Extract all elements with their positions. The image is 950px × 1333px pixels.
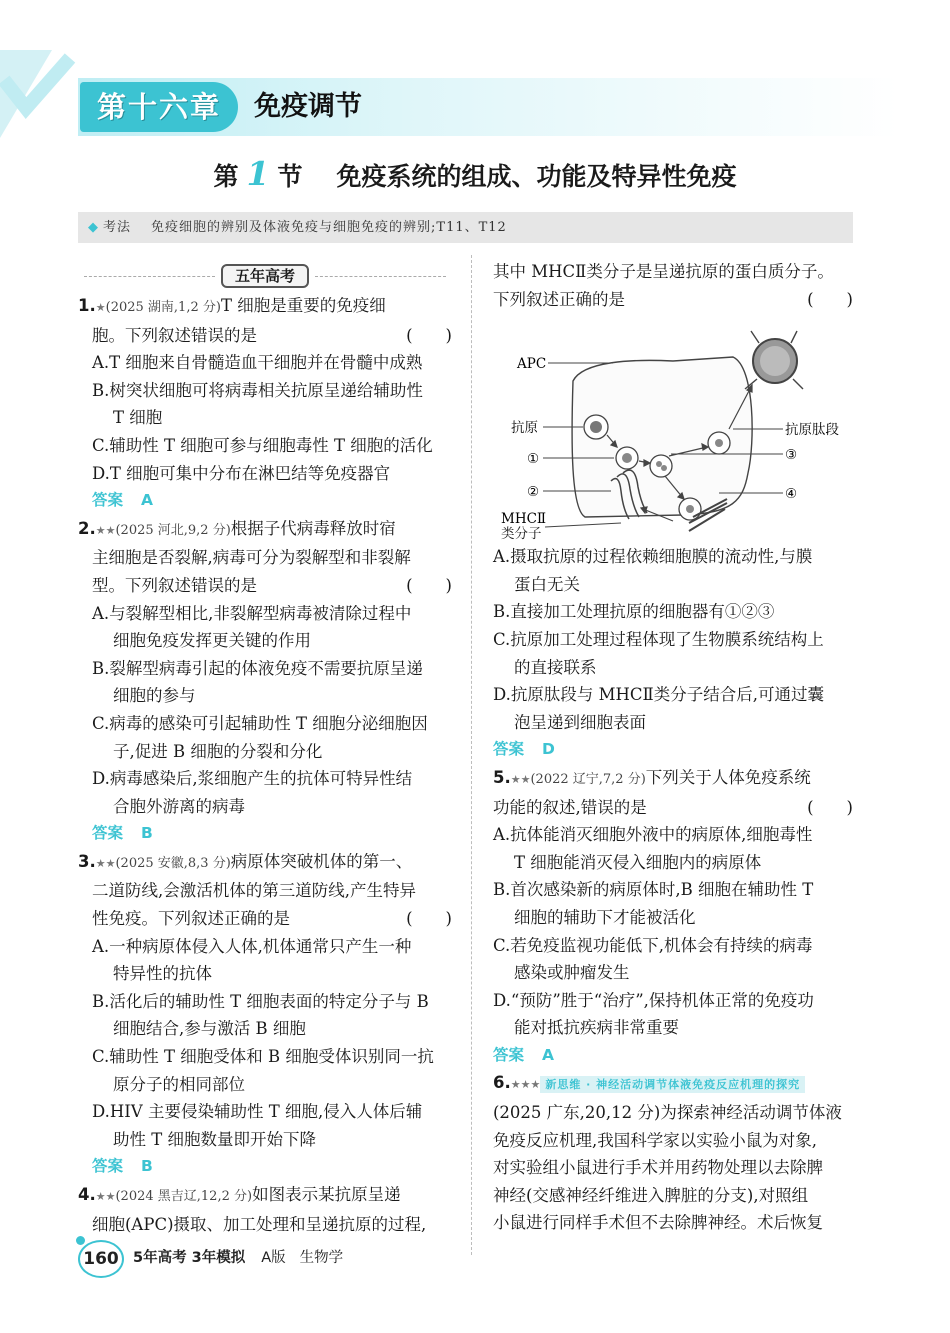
answer	[493, 1042, 853, 1070]
answer-bracket: ( )	[807, 289, 853, 309]
option-a: A.与裂解型相比,非裂解型病毒被清除过程中	[92, 603, 412, 623]
stem-line: 胞。下列叙述错误的是	[92, 325, 257, 345]
option-d-cont: 泡呈递到细胞表面	[514, 712, 646, 732]
difficulty-stars: ★	[95, 301, 106, 314]
kaofa-label: 考法	[103, 220, 132, 235]
label-2: ②	[527, 484, 540, 501]
stem-line: 其中 MHCⅡ类分子是呈递抗原的蛋白质分子。	[493, 262, 834, 281]
five-year-label: 五年高考	[221, 264, 309, 288]
option-a-cont: T 细胞能消灭侵入细胞内的病原体	[514, 852, 762, 872]
option-d: D.抗原肽段与 MHCⅡ类分子结合后,可通过囊	[493, 685, 824, 705]
answer-value: A	[141, 491, 154, 510]
option-a-cont: 蛋白无关	[514, 574, 580, 594]
option-c-cont: 的直接联系	[514, 657, 597, 677]
question-number: 3.	[78, 851, 96, 871]
new-thinking-tag: 新思维 · 神经活动调节体液免疫反应机理的探究	[540, 1076, 805, 1093]
option-c: C.辅助性 T 细胞可参与细胞毒性 T 细胞的活化	[92, 435, 433, 455]
option-d: D.“预防”胜于“治疗”,保持机体正常的免疫功	[493, 990, 814, 1010]
answer-bracket: ( )	[406, 325, 452, 345]
label-apc: APC	[517, 356, 547, 373]
stem-line: 型。下列叙述错误的是	[92, 575, 257, 595]
stem-line: 功能的叙述,错误的是	[493, 797, 647, 817]
question-source: (2025 河北,9,2 分)	[115, 522, 231, 538]
antigen-icon	[590, 421, 602, 433]
label-mhc-class: 类分子	[501, 526, 542, 543]
stem-line: 下列叙述正确的是	[493, 289, 625, 309]
option-c: C.辅助性 T 细胞受体和 B 细胞受体识别同一抗	[92, 1047, 434, 1067]
stem-line: 性免疫。下列叙述正确的是	[92, 909, 290, 929]
option-c-cont: 子,促进 B 细胞的分裂和分化	[113, 741, 323, 761]
question-6	[493, 1069, 853, 1237]
stem-line: 免疫反应机理,我国科学家以实验小鼠为对象,	[493, 1130, 817, 1150]
label-peptide: 抗原肽段	[785, 422, 839, 439]
stem-line: 二道防线,会激活机体的第三道防线,产生特异	[92, 881, 416, 901]
option-d-cont: 助性 T 细胞数量即开始下降	[113, 1129, 316, 1149]
stem-line: 神经(交感神经纤维进入脾脏的分支),对照组	[493, 1185, 809, 1205]
book-footer	[133, 1245, 357, 1271]
apc-diagram	[493, 323, 853, 533]
label-4: ④	[785, 486, 798, 503]
option-a: A.抗体能消灭细胞外液中的病原体,细胞毒性	[493, 825, 813, 845]
question-source: (2025 安徽,8,3 分)	[115, 855, 231, 871]
answer-label: 答案	[493, 740, 525, 759]
option-d: D.病毒感染后,浆细胞产生的抗体可特异性结	[92, 769, 413, 789]
stem-line: 细胞(APC)摄取、加工处理和呈递抗原的过程,	[92, 1214, 427, 1234]
stem-line: (2025 广东,20,12 分)为探索神经活动调节体液	[493, 1103, 842, 1123]
kaofa-text: 免疫细胞的辨别及体液免疫与细胞免疫的辨别;T11、T12	[151, 220, 507, 235]
answer	[493, 736, 853, 764]
answer	[78, 1153, 452, 1181]
stem-line: 主细胞是否裂解,病毒可分为裂解型和非裂解	[92, 548, 411, 568]
option-a-cont: 特异性的抗体	[113, 964, 212, 984]
label-3: ③	[785, 447, 798, 464]
option-d-cont: 能对抵抗疾病非常重要	[514, 1018, 679, 1038]
difficulty-stars: ★★	[95, 856, 116, 870]
question-5	[493, 764, 853, 1070]
bullet-icon: ◆	[88, 220, 99, 235]
option-c-cont: 原分子的相同部位	[113, 1074, 245, 1094]
stem-line: 病原体突破机体的第一、	[230, 851, 413, 871]
answer-value: D	[542, 740, 555, 759]
option-a: A.摄取抗原的过程依赖细胞膜的流动性,与膜	[493, 547, 813, 567]
option-c: C.病毒的感染可引起辅助性 T 细胞分泌细胞因	[92, 713, 428, 733]
option-c-cont: 感染或肿瘤发生	[514, 963, 630, 983]
answer-bracket: ( )	[406, 909, 452, 929]
stem-line: 下列关于人体免疫系统	[645, 767, 811, 787]
question-number: 1.	[78, 296, 96, 315]
answer-label: 答案	[493, 1045, 525, 1064]
answer-label: 答案	[92, 824, 124, 843]
column-divider	[471, 255, 472, 1255]
option-b-cont: 细胞的辅助下才能被活化	[514, 907, 696, 927]
chapter-number: 第十六章	[80, 82, 238, 132]
chapter-title: 免疫调节	[254, 91, 362, 122]
option-d-cont: 合胞外游离的病毒	[113, 796, 245, 816]
option-b: B.直接加工处理抗原的细胞器有①②③	[493, 602, 775, 622]
option-d: D.T 细胞可集中分布在淋巴结等免疫器官	[92, 463, 391, 483]
answer-value: B	[141, 1157, 153, 1176]
stem-line: 对实验组小鼠进行手术并用药物处理以去除脾	[493, 1158, 823, 1178]
option-b-cont: 细胞结合,参与激活 B 细胞	[113, 1019, 306, 1039]
option-a: A.一种病原体侵入人体,机体通常只产生一种	[92, 936, 412, 956]
question-number: 6.	[493, 1073, 511, 1093]
pathogen-icon	[745, 331, 803, 389]
edition: A版	[261, 1250, 286, 1266]
section-name: 免疫系统的组成、功能及特异性免疫	[336, 162, 737, 191]
question-number: 4.	[78, 1185, 96, 1204]
label-antigen: 抗原	[511, 420, 538, 437]
stem-line: 如图表示某抗原呈递	[252, 1185, 401, 1204]
question-source: (2025 湖南,1,2 分)	[105, 300, 221, 315]
option-b: B.裂解型病毒引起的体液免疫不需要抗原呈递	[92, 658, 423, 678]
question-number: 5.	[493, 767, 511, 787]
question-source: (2024 黑吉辽,12,2 分)	[115, 1189, 253, 1204]
answer-bracket: ( )	[406, 575, 452, 595]
option-a-cont: 细胞免疫发挥更关键的作用	[113, 631, 311, 651]
question-number: 2.	[78, 518, 96, 538]
section-title	[0, 152, 950, 199]
option-b: B.首次感染新的病原体时,B 细胞在辅助性 T	[493, 880, 814, 900]
book-title: 5年高考 3年模拟	[133, 1250, 246, 1266]
question-3	[78, 848, 452, 1181]
label-1: ①	[527, 451, 540, 468]
five-year-heading	[78, 262, 452, 290]
left-column	[78, 262, 452, 1238]
question-2	[78, 515, 452, 848]
difficulty-stars: ★★★	[510, 1078, 541, 1092]
kaofa-bar	[78, 212, 853, 243]
stem-line: 根据子代病毒释放时宿	[230, 518, 396, 538]
question-1	[78, 292, 452, 515]
page-number: 160	[78, 1240, 124, 1278]
option-b: B.树突状细胞可将病毒相关抗原呈递给辅助性	[92, 380, 423, 400]
option-b: B.活化后的辅助性 T 细胞表面的特定分子与 B	[92, 991, 429, 1011]
stem-line: T 细胞是重要的免疫细	[220, 296, 386, 315]
subject: 生物学	[299, 1250, 344, 1266]
difficulty-stars: ★★	[510, 772, 531, 786]
option-a: A.T 细胞来自骨髓造血干细胞并在骨髓中成熟	[92, 353, 423, 373]
option-c: C.抗原加工处理过程体现了生物膜系统结构上	[493, 629, 824, 649]
right-column	[493, 258, 853, 1237]
option-b-cont: 细胞的参与	[113, 686, 196, 706]
question-4	[78, 1181, 452, 1238]
answer-value: A	[542, 1045, 555, 1064]
answer-label: 答案	[92, 491, 124, 510]
section-number: 1	[246, 154, 270, 193]
option-c: C.若免疫监视功能低下,机体会有持续的病毒	[493, 935, 813, 955]
question-source: (2022 辽宁,7,2 分)	[530, 771, 646, 787]
stem-line: 小鼠进行同样手术但不去除脾神经。术后恢复	[493, 1213, 823, 1233]
section-prefix: 第	[213, 162, 239, 191]
answer	[78, 487, 452, 515]
difficulty-stars: ★★	[95, 1190, 116, 1203]
page-dot-icon	[76, 1236, 85, 1245]
option-d: D.HIV 主要侵染辅助性 T 细胞,侵入人体后辅	[92, 1102, 423, 1122]
difficulty-stars: ★★	[95, 523, 116, 537]
answer-label: 答案	[92, 1157, 124, 1176]
answer	[78, 820, 452, 848]
answer-value: B	[141, 824, 153, 843]
label-mhc: MHCⅡ	[501, 511, 547, 528]
answer-bracket: ( )	[807, 797, 853, 817]
option-b-cont: T 细胞	[113, 408, 163, 428]
section-suffix: 节	[277, 162, 303, 191]
